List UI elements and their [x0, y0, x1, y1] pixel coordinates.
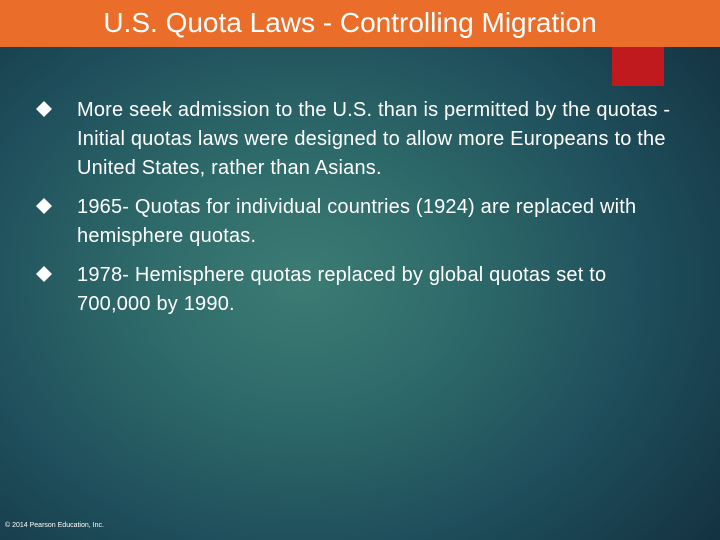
bullet-text: More seek admission to the U.S. than is permitted by the quotas - Initial quotas laws were designed to allow more Europeans to the United States, rather than Asians.: [77, 99, 671, 179]
bullet-list: [0, 96, 720, 329]
bullet-item: [0, 96, 720, 183]
bullet-text: 1978- Hemisphere quotas replaced by global quotas set to 700,000 by 1990.: [77, 264, 607, 315]
title-bar: [0, 0, 720, 47]
copyright-footer: © 2014 Pearson Education, Inc.: [5, 522, 104, 529]
accent-box: [612, 47, 664, 86]
diamond-bullet-icon: [36, 266, 52, 282]
bullet-item: [0, 261, 720, 319]
diamond-bullet-icon: [36, 101, 52, 117]
bullet-text: 1965- Quotas for individual countries (1924) are replaced with hemisphere quotas.: [77, 196, 637, 247]
slide-title: U.S. Quota Laws - Controlling Migration: [103, 7, 597, 38]
diamond-bullet-icon: [36, 198, 52, 214]
bullet-item: [0, 193, 720, 251]
